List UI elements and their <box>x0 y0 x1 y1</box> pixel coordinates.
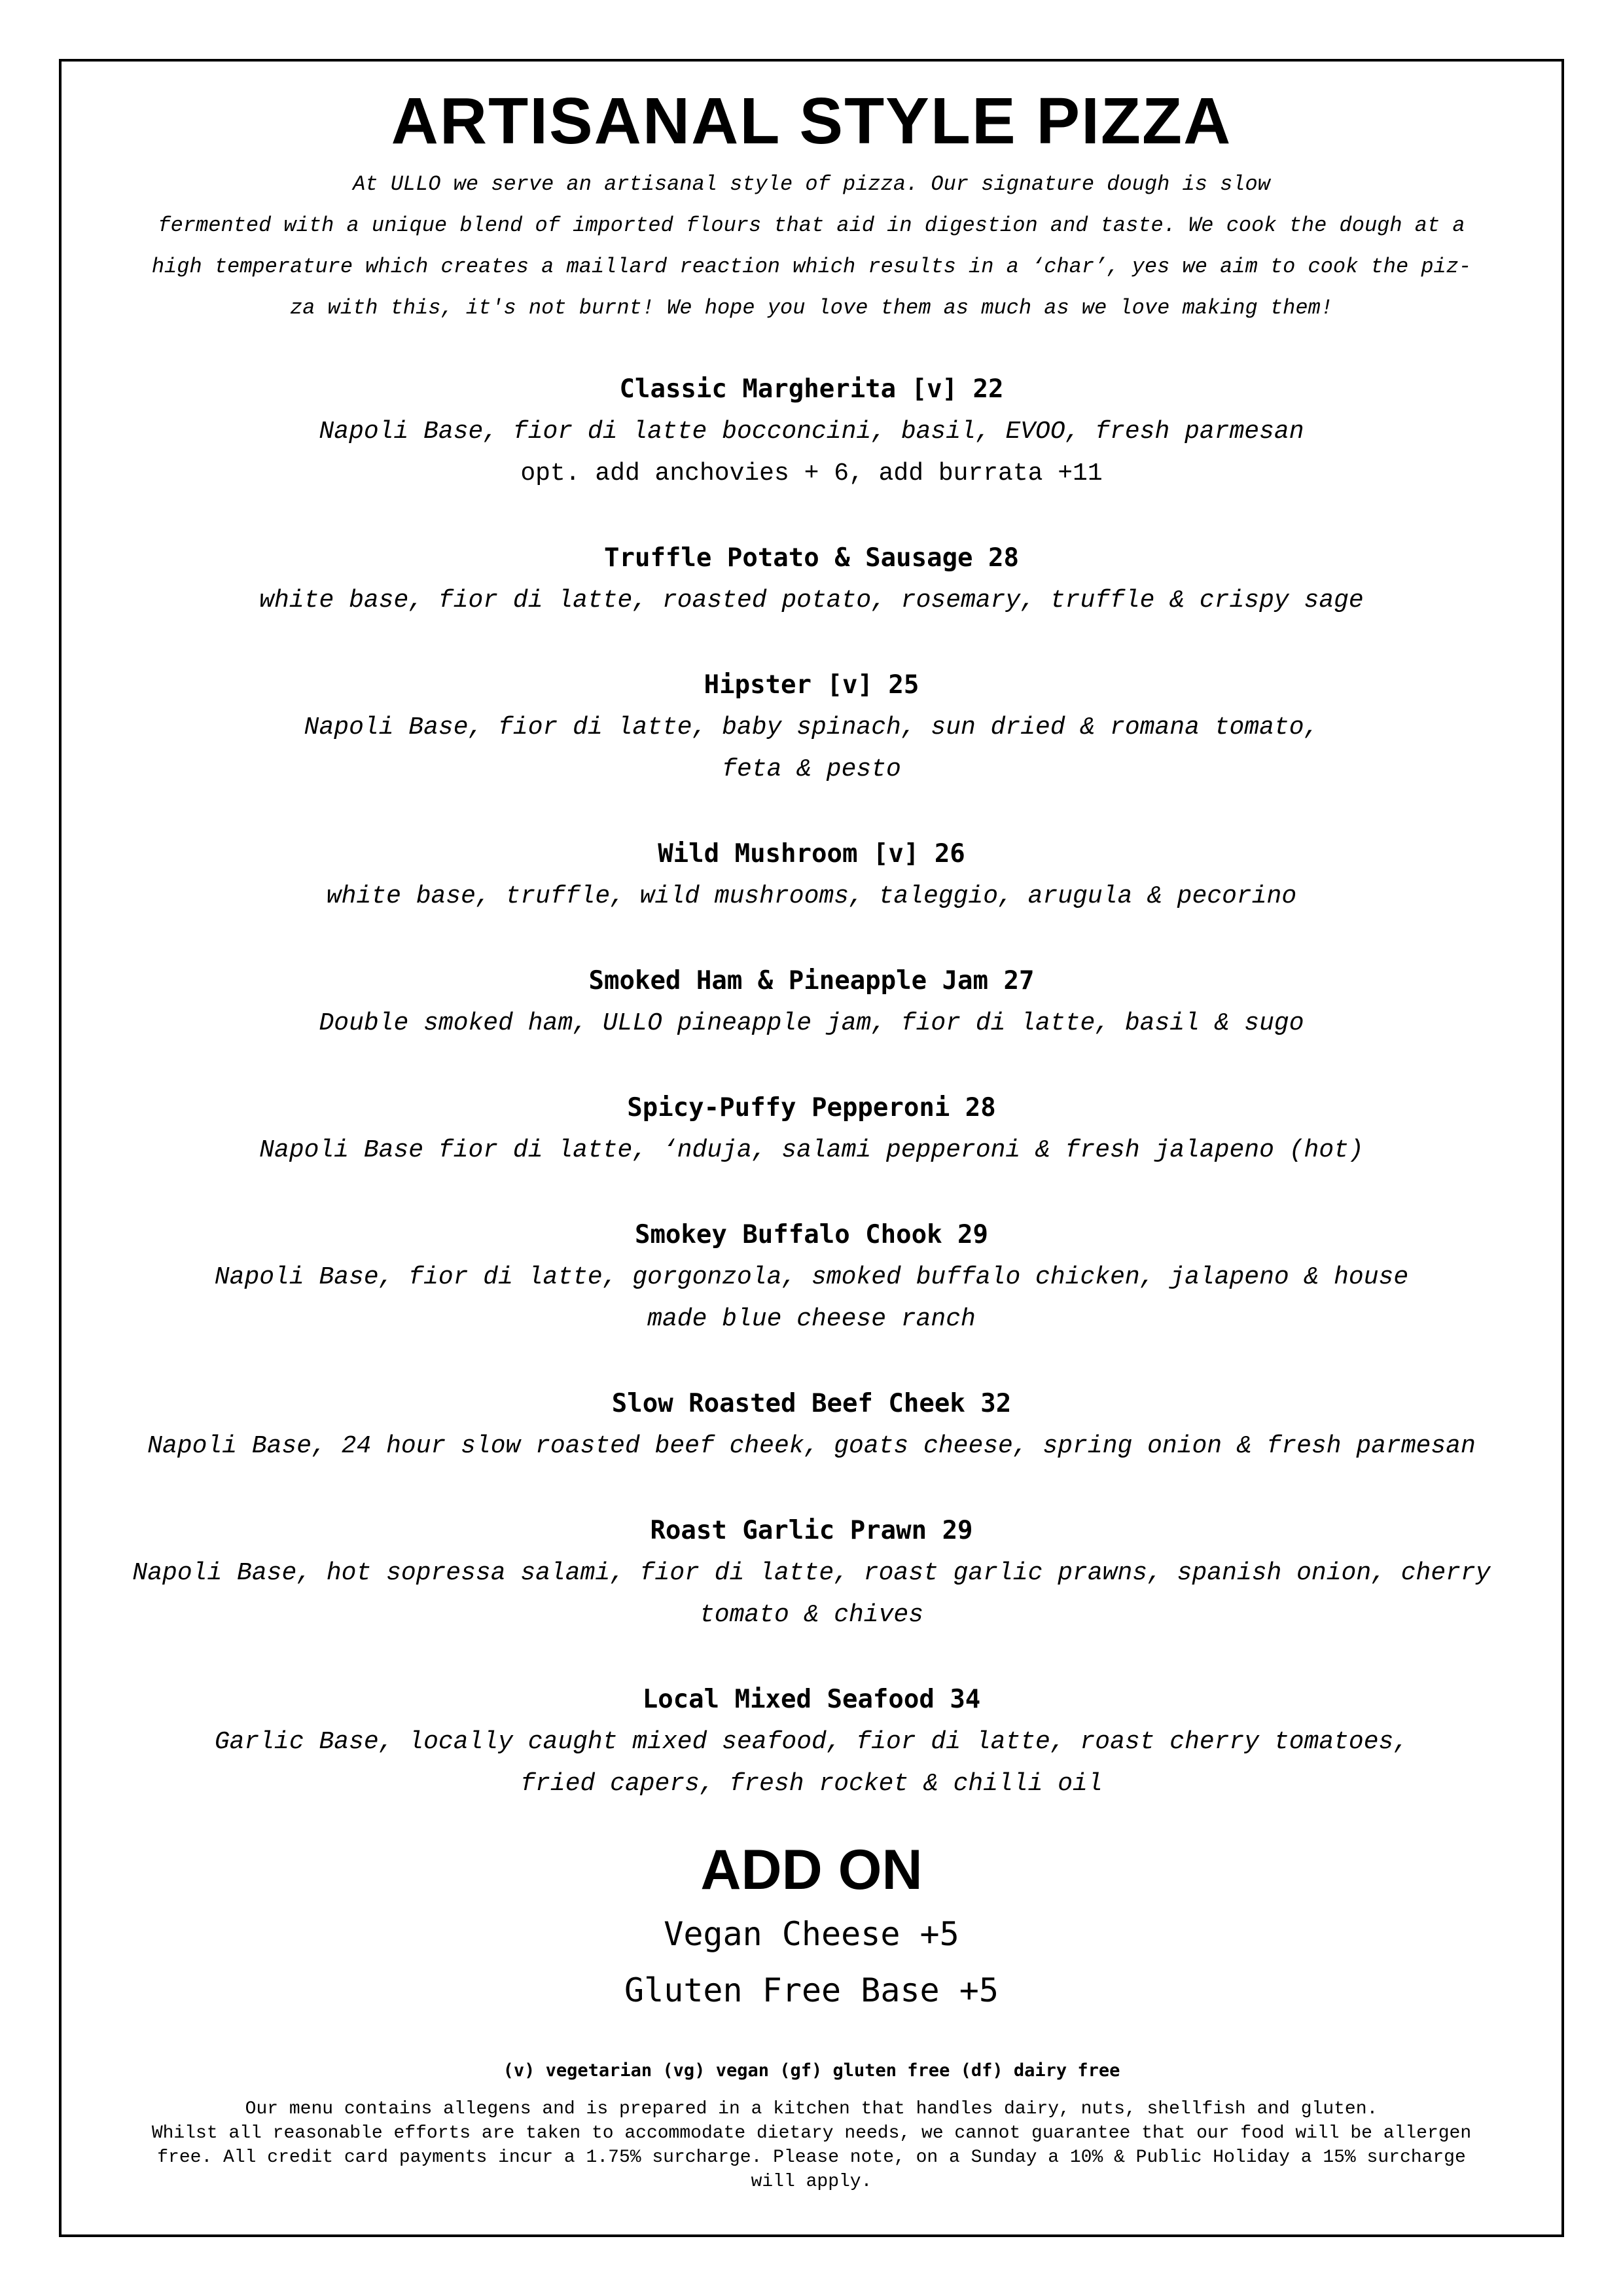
item-name: Truffle Potato & Sausage 28 <box>604 543 1019 573</box>
item-name: Smokey Buffalo Chook 29 <box>634 1220 989 1249</box>
menu-content <box>98 79 1525 2194</box>
item-description <box>98 1552 1525 1636</box>
menu-item <box>98 1509 1525 1636</box>
menu-item <box>98 368 1525 495</box>
menu-item <box>98 664 1525 791</box>
item-name: Hipster [v] 25 <box>704 670 919 700</box>
menu-item <box>98 1213 1525 1340</box>
item-description-line: Napoli Base, fior di latte, gorgonzola, smoked buffalo chicken, jalapeno & house <box>214 1263 1409 1291</box>
menu-item <box>98 537 1525 622</box>
page-title: ARTISANAL STYLE PIZZA <box>391 84 1232 158</box>
intro-line: za with this, it's not burnt! We hope you love them as much as we love making them! <box>290 296 1333 320</box>
intro-line: fermented with a unique blend of imported flours that aid in digestion and taste. We cook the dough at a <box>158 213 1465 238</box>
item-description-line: fried capers, fresh rocket & chilli oil <box>520 1770 1103 1798</box>
item-description-line: Double smoked ham, ULLO pineapple jam, fior di latte, basil & sugo <box>319 1009 1304 1037</box>
item-options: opt. add anchovies + 6, add burrata +11 <box>520 459 1103 488</box>
item-description-line: white base, fior di latte, roasted potato, rosemary, truffle & crispy sage <box>259 586 1364 615</box>
item-description-line: Napoli Base, 24 hour slow roasted beef cheek, goats cheese, spring onion & fresh parmesan <box>147 1432 1476 1460</box>
footer-line: Whilst all reasonable efforts are taken to accommodate dietary needs, we cannot guarantee that our food will be allergen <box>151 2123 1472 2144</box>
footer-line: Our menu contains allegens and is prepared in a kitchen that handles dairy, nuts, shellfish and gluten. <box>245 2099 1378 2119</box>
intro-line: high temperature which creates a maillard reaction which results in a ‘char’, yes we aim to cook the piz- <box>151 255 1472 279</box>
item-description-line: Napoli Base, fior di latte, baby spinach, sun dried & romana tomato, <box>304 713 1319 742</box>
item-name: Local Mixed Seafood 34 <box>642 1685 981 1714</box>
item-name: Spicy-Puffy Pepperoni 28 <box>627 1093 996 1122</box>
item-description <box>98 1257 1525 1340</box>
menu-item <box>98 960 1525 1045</box>
item-description-line: Napoli Base fior di latte, ‘nduja, salami pepperoni & fresh jalapeno (hot) <box>259 1136 1364 1164</box>
item-description-line: feta & pesto <box>722 755 901 783</box>
item-description <box>98 1426 1525 1467</box>
item-description-line: made blue cheese ranch <box>647 1305 976 1333</box>
addon-item: Gluten Free Base +5 <box>624 1971 999 2009</box>
allergen-notice <box>98 2097 1525 2194</box>
item-name: Classic Margherita [v] 22 <box>619 374 1004 404</box>
pizza-list <box>98 368 1525 1805</box>
menu-item <box>98 1086 1525 1172</box>
item-name: Roast Garlic Prawn 29 <box>650 1516 973 1545</box>
item-description <box>98 1003 1525 1045</box>
item-description-line: tomato & chives <box>699 1601 924 1629</box>
addon-heading: ADD ON <box>700 1839 923 1901</box>
item-name: Slow Roasted Beef Cheek 32 <box>611 1389 1012 1418</box>
item-description <box>98 580 1525 622</box>
item-description <box>98 1721 1525 1805</box>
menu-item <box>98 1678 1525 1805</box>
item-description-line: Garlic Base, locally caught mixed seafood, fior di latte, roast cherry tomatoes, <box>214 1728 1409 1756</box>
item-name: Wild Mushroom [v] 26 <box>658 839 965 869</box>
menu-item <box>98 1382 1525 1467</box>
item-description-line: Napoli Base, fior di latte bocconcini, basil, EVOO, fresh parmesan <box>319 418 1304 446</box>
item-description <box>98 1130 1525 1172</box>
intro-line: At ULLO we serve an artisanal style of pizza. Our signature dough is slow <box>353 172 1270 196</box>
intro-paragraph <box>118 164 1505 329</box>
footer-line: free. All credit card payments incur a 1.75% surcharge. Please note, on a Sunday a 10% & Public Holiday a 15% surcharge <box>157 2147 1466 2168</box>
item-description <box>98 876 1525 918</box>
item-description <box>98 411 1525 453</box>
dietary-legend: (v) vegetarian (vg) vegan (gf) gluten free (df) dairy free <box>503 2060 1120 2081</box>
item-description-line: white base, truffle, wild mushrooms, taleggio, arugula & pecorino <box>326 882 1297 910</box>
item-name: Smoked Ham & Pineapple Jam 27 <box>588 966 1035 996</box>
item-description-line: Napoli Base, hot sopressa salami, fior di latte, roast garlic prawns, spanish onion, cherry <box>132 1559 1491 1587</box>
addon-item: Vegan Cheese +5 <box>664 1915 959 1953</box>
item-description <box>98 707 1525 791</box>
footer-line: will apply. <box>751 2172 872 2192</box>
menu-item <box>98 833 1525 918</box>
